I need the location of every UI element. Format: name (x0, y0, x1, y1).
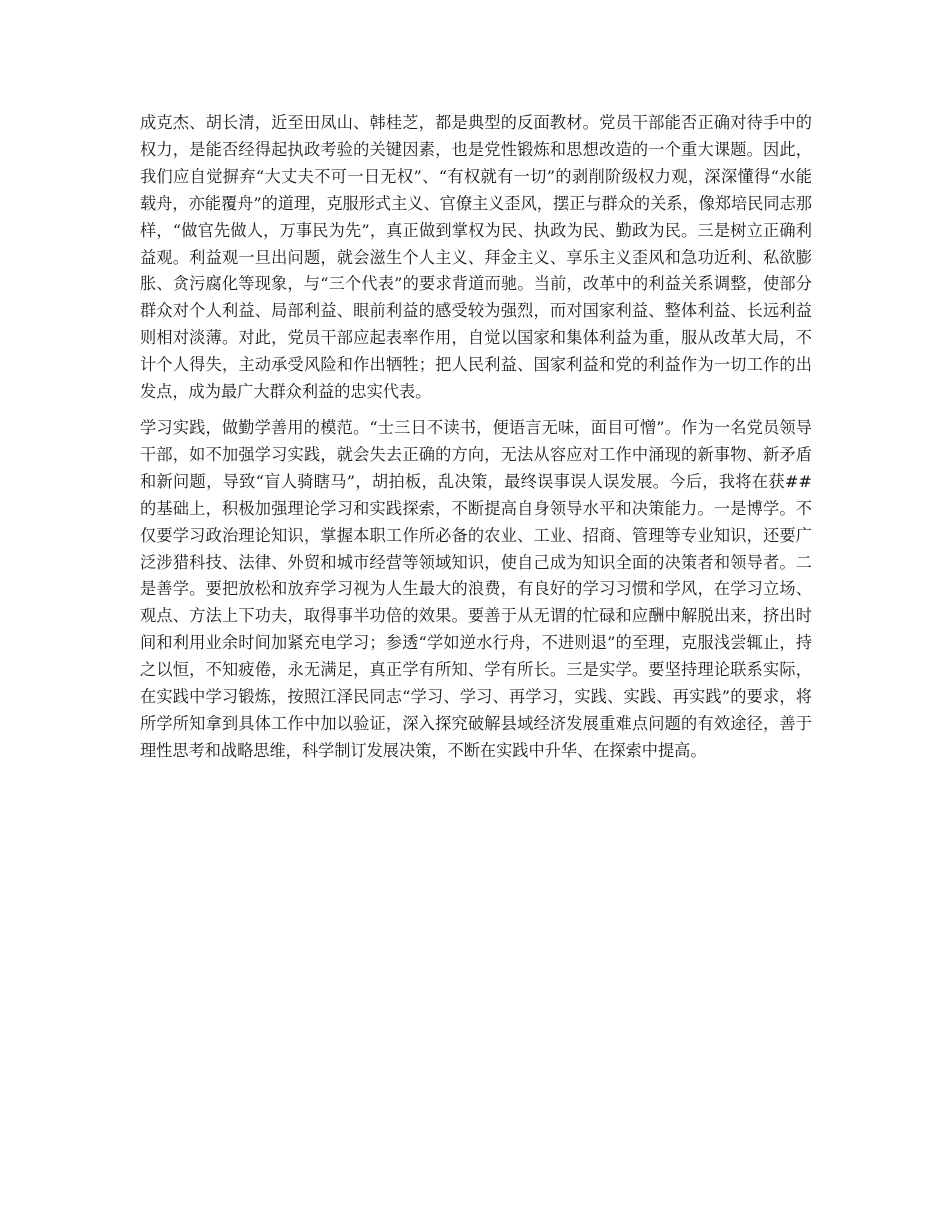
document-body (140, 110, 812, 765)
paragraph-power-and-interest-views: 成克杰、胡长清，近至田凤山、韩桂芝，都是典型的反面教材。党员干部能否正确对待手中的权力，是能否经得起执政考验的关键因素，也是党性锻炼和思想改造的一个重大课题。因此，我们应自觉摒弃“大丈夫不可一日无权”、“有权就有一切”的剥削阶级权力观，深深懂得“水能载舟，亦能覆舟”的道理，克服形式主义、官僚主义歪风，摆正与群众的关系，像郑培民同志那样，“做官先做人，万事民为先”，真正做到掌权为民、执政为民、勤政为民。三是树立正确利益观。利益观一旦出问题，就会滋生个人主义、拜金主义、享乐主义歪风和急功近利、私欲膨胀、贪污腐化等现象，与“三个代表”的要求背道而驰。当前，改革中的利益关系调整，使部分群众对个人利益、局部利益、眼前利益的感受较为强烈，而对国家利益、整体利益、长远利益则相对淡薄。对此，党员干部应起表率作用，自觉以国家和集体利益为重，服从改革大局，不计个人得失，主动承受风险和作出牺牲；把人民利益、国家利益和党的利益作为一切工作的出发点，成为最广大群众利益的忠实代表。 (140, 113, 812, 402)
paragraph-study-and-practice: 学习实践，做勤学善用的模范。“士三日不读书，便语言无味，面目可憎”。作为一名党员领导干部，如不加强学习实践，就会失去正确的方向，无法从容应对工作中涌现的新事物、新矛盾和新问题，导致“盲人骑瞎马”，胡拍板，乱决策，最终误事误人误发展。今后，我将在获##的基础上，积极加强理论学习和实践探索，不断提高自身领导水平和决策能力。一是博学。不仅要学习政治理论知识，掌握本职工作所必备的农业、工业、招商、管理等专业知识，还要广泛涉猎科技、法律、外贸和城市经营等领域知识，使自己成为知识全面的决策者和领导者。二是善学。要把放松和放弃学习视为人生最大的浪费，有良好的学习习惯和学风，在学习立场、观点、方法上下功夫，取得事半功倍的效果。要善于从无谓的忙碌和应酬中解脱出来，挤出时间和利用业余时间加紧充电学习；参透“学如逆水行舟，不进则退”的至理，克服浅尝辄止，持之以恒，不知疲倦，永无满足，真正学有所知、学有所长。三是实学。要坚持理论联系实际，在实践中学习锻炼，按照江泽民同志“学习、学习、再学习，实践、实践、再实践”的要求，将所学所知拿到具体工作中加以验证，深入探究破解县域经济发展重难点问题的有效途径，善于理性思考和战略思维，科学制订发展决策，不断在实践中升华、在探索中提高。 (140, 417, 812, 760)
